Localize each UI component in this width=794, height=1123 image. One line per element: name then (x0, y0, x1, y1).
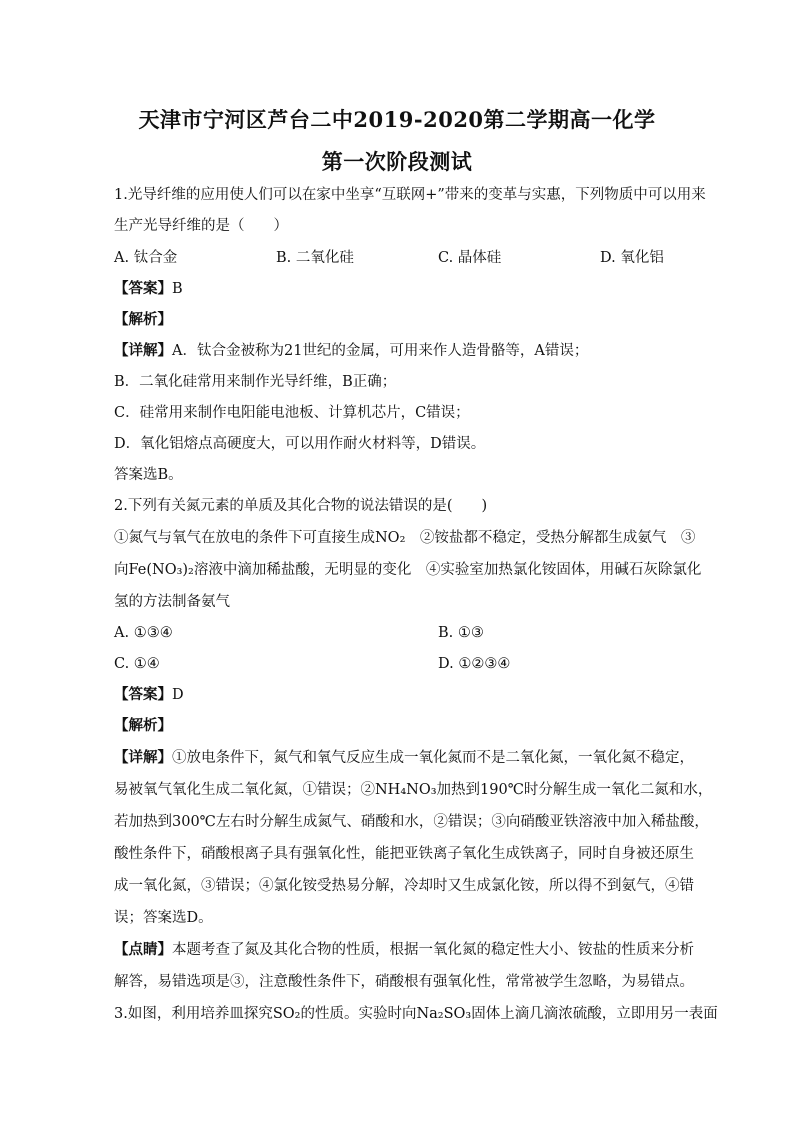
answer-tag: 【答案】 (114, 280, 172, 297)
q2-stem-line-2: ①氮气与氧气在放电的条件下可直接生成NO₂ ②铵盐都不稳定，受热分解都生成氨气 ③ (114, 530, 696, 546)
q1-option-b: B. 二氧化硅 (276, 250, 354, 266)
q2-analysis-tag: 【解析】 (114, 717, 172, 734)
q2-detail-line-4: 酸性条件下，硝酸根离子具有强氧化性，能把亚铁离子氧化生成铁离子，同时自身被还原生 (114, 846, 694, 862)
q1-detail-c: C．硅常用来制作电阳能电池板、计算机芯片，C错误； (114, 405, 470, 421)
q2-option-a: A. ①③④ (114, 625, 173, 641)
answer-value: B (172, 281, 183, 297)
q1-analysis-tag: 【解析】 (114, 311, 172, 328)
q1-detail-b: B．二氧化硅常用来制作光导纤维，B正确； (114, 374, 397, 390)
q2-stem-line-3: 向Fe(NO₃)₂溶液中滴加稀盐酸，无明显的变化 ④实验室加热氯化铵固体，用碱石灰除氯化 (114, 562, 702, 578)
answer-tag: 【答案】 (114, 686, 172, 703)
detail-text: ①放电条件下，氮气和氧气反应生成一氧化氮而不是二氧化氮，一氧化氮不稳定， (172, 750, 694, 766)
point-tag: 【点睛】 (114, 941, 172, 958)
q1-conclusion: 答案选B。 (114, 467, 183, 483)
q2-detail-line-6: 误；答案选D。 (114, 910, 213, 926)
q1-answer (114, 279, 686, 299)
detail-text: A．钛合金被称为21世纪的金属，可用来作人造骨骼等，A错误； (172, 343, 589, 359)
q2-stem-line-1: 2.下列有关氮元素的单质及其化合物的说法错误的是( ) (114, 498, 488, 514)
detail-tag: 【详解】 (114, 749, 172, 766)
q2-option-c: C. ①④ (114, 656, 160, 672)
point-text: 本题考查了氮及其化合物的性质，根据一氧化氮的稳定性大小、铵盐的性质来分析 (172, 942, 694, 958)
q2-stem-line-4: 氢的方法制备氨气 (114, 594, 230, 610)
detail-tag: 【详解】 (114, 342, 172, 359)
q2-detail-line-1 (114, 748, 694, 768)
q1-stem-line-2: 生产光导纤维的是（ ） (114, 218, 288, 234)
q2-point-line-2: 解答，易错选项是③，注意酸性条件下，硝酸根有强氧化性，常常被学生忽略，为易错点。 (114, 974, 694, 990)
q1-detail-d: D．氧化铝熔点高硬度大，可以用作耐火材料等，D错误。 (114, 436, 486, 452)
q2-answer (114, 685, 686, 705)
document-title: 天津市宁河区芦台二中2019-2020第二学期高一化学 (138, 107, 656, 132)
q2-option-d: D. ①②③④ (438, 656, 511, 672)
q1-detail-a (114, 341, 686, 361)
q2-detail-line-5: 成一氧化氮，③错误；④氯化铵受热易分解，冷却时又生成氯化铵，所以得不到氨气，④错 (114, 878, 694, 894)
q1-option-c: C. 晶体硅 (438, 250, 502, 266)
q1-option-a: A. 钛合金 (114, 250, 178, 266)
q3-stem-line-1: 3.如图，利用培养皿探究SO₂的性质。实验时向Na₂SO₃固体上滴几滴浓硫酸，立即用另一表面 (114, 1006, 718, 1022)
q1-stem-line-1: 1.光导纤维的应用使人们可以在家中坐享“互联网+”带来的变革与实惠，下列物质中可以用来 (114, 187, 706, 203)
q2-option-b: B. ①③ (438, 625, 484, 641)
q2-detail-line-2: 易被氧气氧化生成二氧化氮，①错误；②NH₄NO₃加热到190℃时分解生成一氧化二氮和水， (114, 782, 713, 798)
q2-point-line-1 (114, 940, 694, 960)
answer-value: D (172, 687, 184, 703)
q1-option-d: D. 氧化铝 (600, 250, 664, 266)
q2-detail-line-3: 若加热到300℃左右时分解生成氮气、硝酸和水，②错误；③向硝酸亚铁溶液中加入稀盐酸， (114, 814, 709, 830)
document-subtitle: 第一次阶段测试 (321, 149, 473, 174)
